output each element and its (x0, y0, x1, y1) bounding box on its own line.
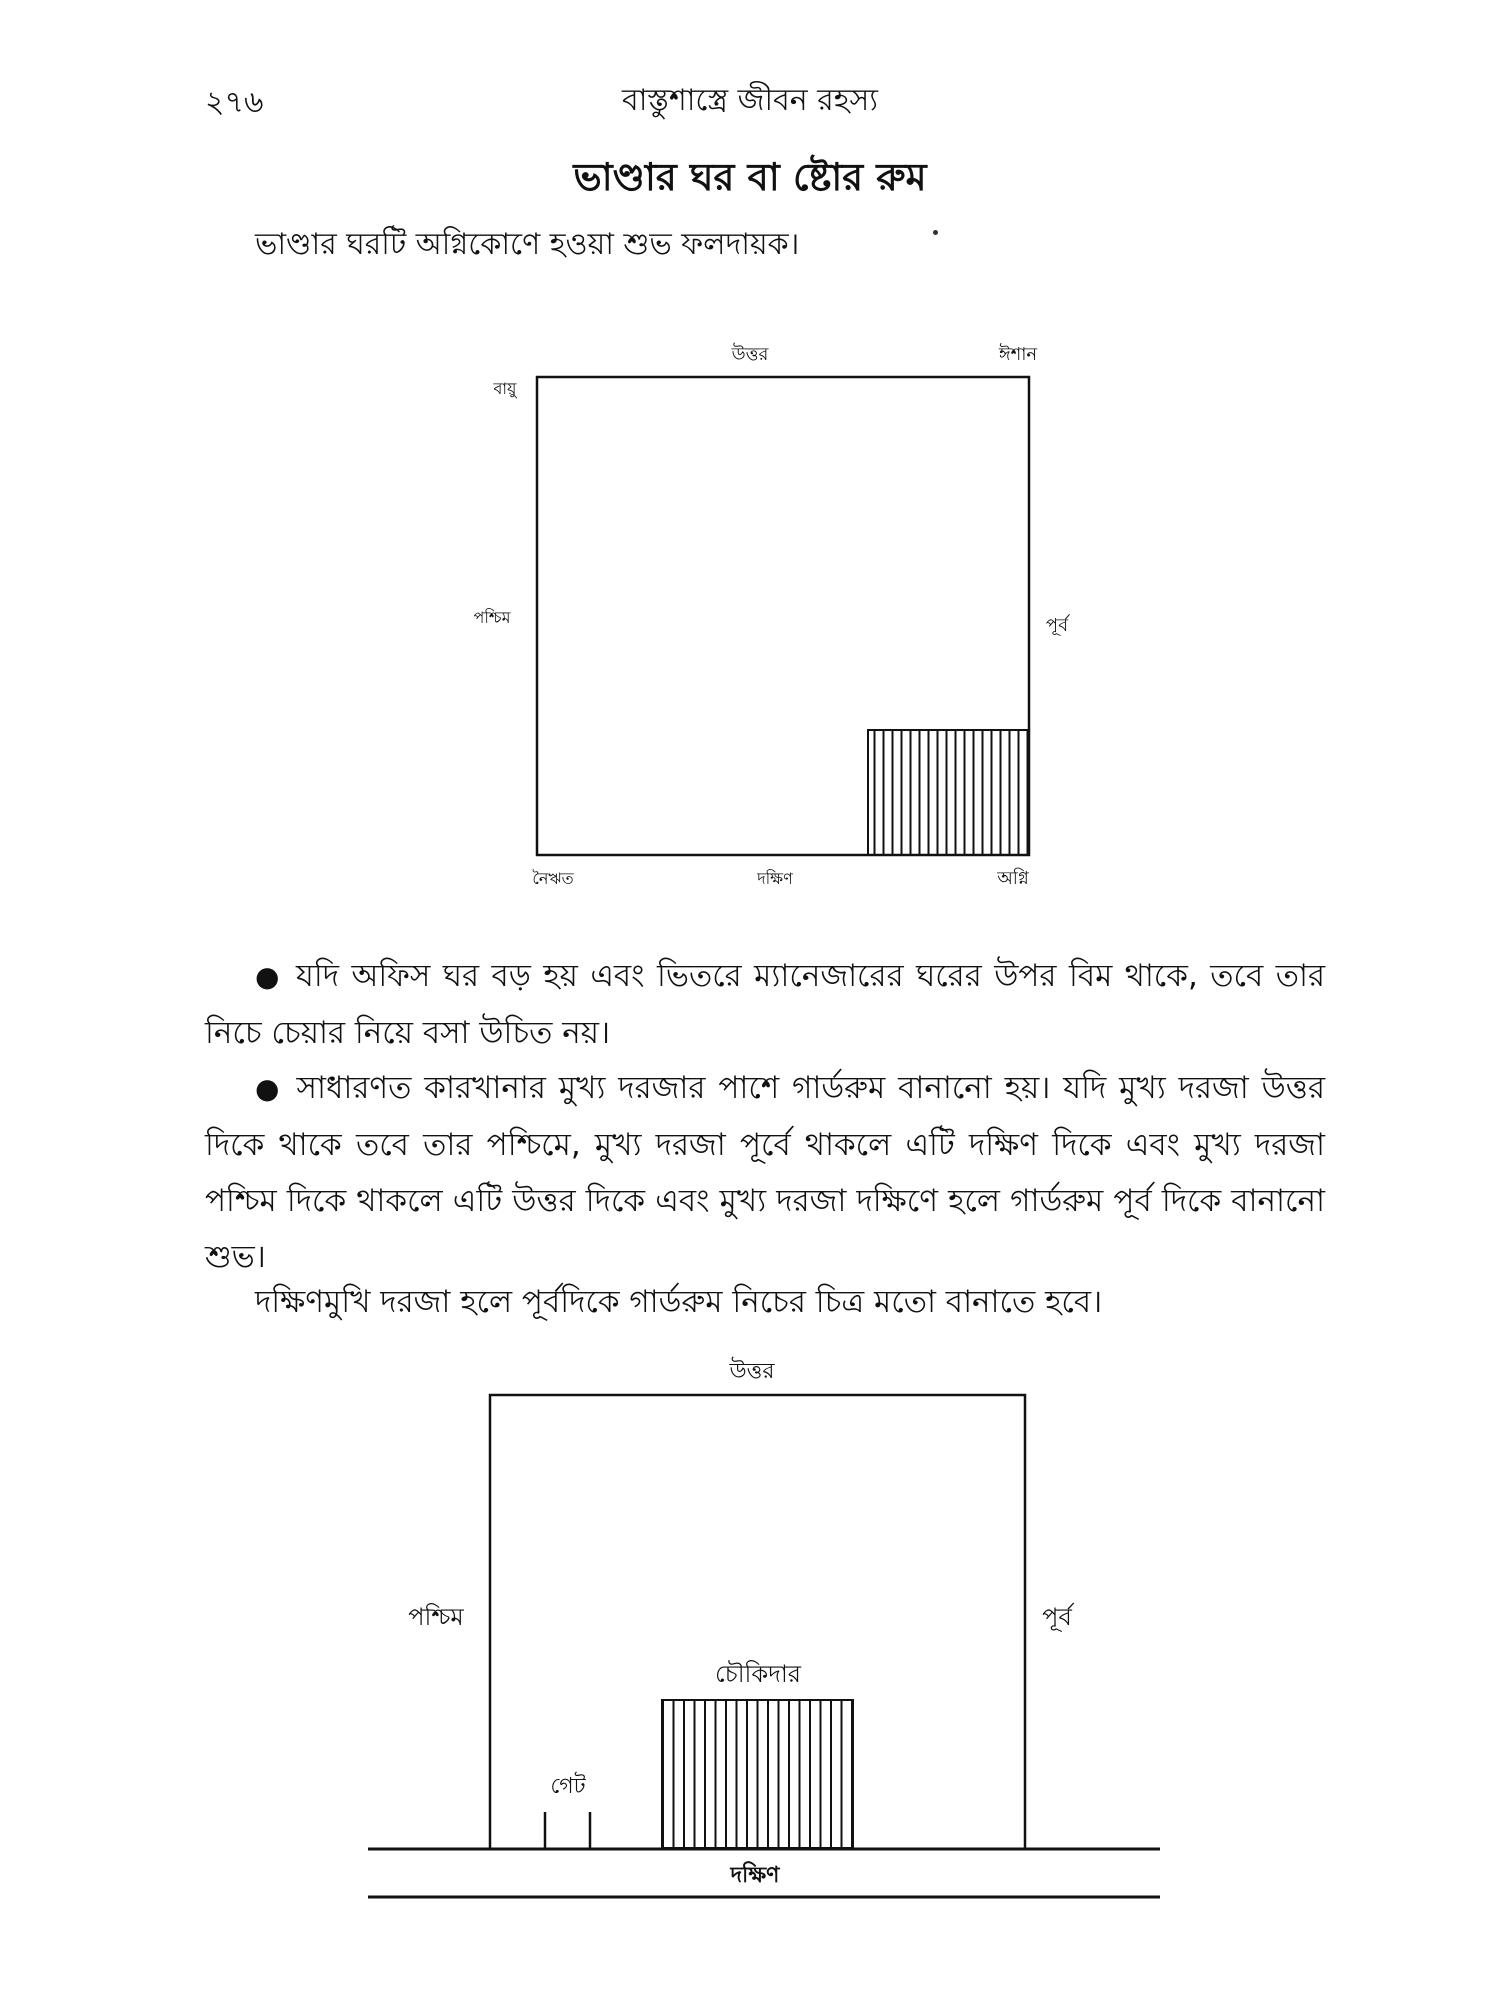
guardroom-hatched-block (662, 1700, 853, 1848)
dir-northwest-label: বায়ু (493, 379, 517, 398)
paragraph-text: যদি অফিস ঘর বড় হয় এবং ভিতরে ম্যানেজারের ঘরের উপর বিম থাকে, তবে তার নিচে চেয়ার নিয়ে বসা উচিত নয়। (205, 958, 1325, 1051)
paragraph-text: সাধারণত কারখানার মুখ্য দরজার পাশে গার্ডরুম বানানো হয়। যদি মুখ্য দরজা উত্তর দিকে থাকে তবে তার পশ্চিমে, মুখ্য দরজা পূর্বে থাকলে এটি দক্ষিণ দিকে এবং মুখ্য দরজা পশ্চিম দিকে থাকলে এটি উত্তর দিকে এবং মুখ্য দরজা দক্ষিণে হলে গার্ডরুম পূর্ব দিকে বানানো শুভ। (205, 1070, 1326, 1275)
dir-northeast-label: ঈশান (998, 344, 1038, 365)
section-title: ভাণ্ডার ঘর বা ষ্টোর রুম (573, 155, 927, 199)
bullet-icon: ● (255, 1072, 283, 1105)
dir-north-label: উত্তর (731, 344, 769, 365)
dir-east-label: পূর্ব (1042, 1603, 1072, 1631)
page-number: ২৭৬ (205, 85, 264, 120)
dir-east-label: পূর্ব (1045, 615, 1069, 636)
gate-label: গেট (550, 1774, 586, 1799)
dir-southeast-label: অগ্নি (997, 868, 1029, 889)
intro-text: ভাণ্ডার ঘরটি অগ্নিকোণে হওয়া শুভ ফলদায়ক। (255, 227, 800, 262)
dir-southwest-label: নৈঋত (532, 869, 574, 888)
dir-north-label: উত্তর (729, 1359, 775, 1384)
guardroom-label: চৌকিদার (715, 1660, 801, 1688)
bullet-icon: ● (255, 960, 283, 993)
dir-south-label: দক্ষিণ (730, 1863, 780, 1888)
dir-west-label: পশ্চিম (473, 608, 511, 627)
dir-south-label: দক্ষিণ (757, 869, 793, 888)
dir-west-label: পশ্চিম (408, 1603, 464, 1631)
paragraph-south-gate-caption: দক্ষিণমুখি দরজা হলে পূর্বদিকে গার্ডরুম নিচের চিত্র মতো বানাতে হবে। (255, 1284, 1103, 1320)
running-title: বাস্তুশাস্ত্রে জীবন রহস্য (622, 83, 878, 118)
